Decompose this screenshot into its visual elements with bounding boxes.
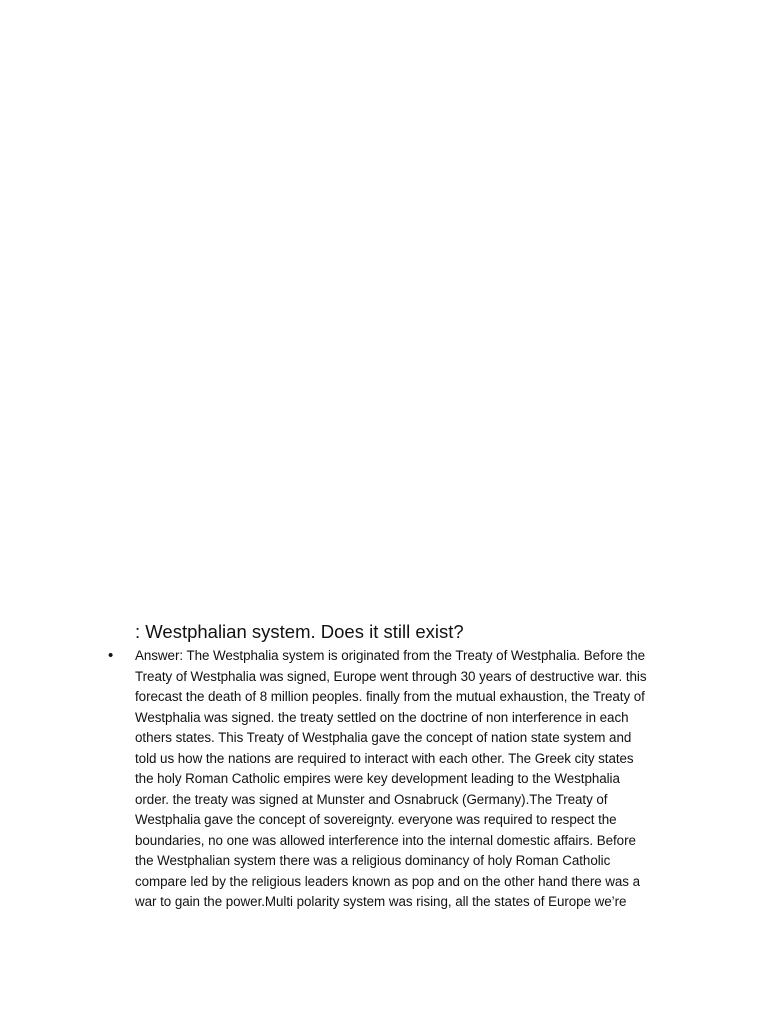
answer-line: compare led by the religious leaders known as pop and on the other hand there was a — [135, 873, 641, 889]
answer-line: order. the treaty was signed at Munster and Osnabruck (Germany).The Treaty of — [135, 791, 608, 807]
answer-line: forecast the death of 8 million peoples. finally from the mutual exhaustion, the Treaty of — [135, 689, 645, 704]
bullet-marker: • — [108, 647, 114, 664]
answer-line: boundaries, no one was allowed interference into the internal domestic affairs. Before — [135, 832, 636, 848]
answer-line: the holy Roman Catholic empires were key development leading to the Westphalia — [135, 771, 620, 786]
answer-line: told us how the nations are required to interact with each other. The Greek city states — [135, 750, 634, 766]
answer-line: others states. This Treaty of Westphalia gave the concept of nation state system and — [135, 730, 632, 745]
answer-line: Answer: The Westphalia system is originated from the Treaty of Westphalia. Before the — [135, 648, 646, 663]
answer-line: Treaty of Westphalia was signed, Europe went through 30 years of destructive war. this — [135, 668, 647, 684]
answer-line: Westphalia gave the concept of sovereignty. everyone was required to respect the — [135, 812, 617, 827]
answer-line: war to gain the power.Multi polarity system was rising, all the states of Europe we’re — [135, 894, 627, 909]
answer-paragraph — [135, 646, 685, 913]
question-heading: : Westphalian system. Does it still exist? — [135, 621, 464, 642]
answer-line: Westphalia was signed. the treaty settled on the doctrine of non interference in each — [135, 709, 629, 725]
answer-line: the Westphalian system there was a religious dominancy of holy Roman Catholic — [135, 853, 611, 868]
